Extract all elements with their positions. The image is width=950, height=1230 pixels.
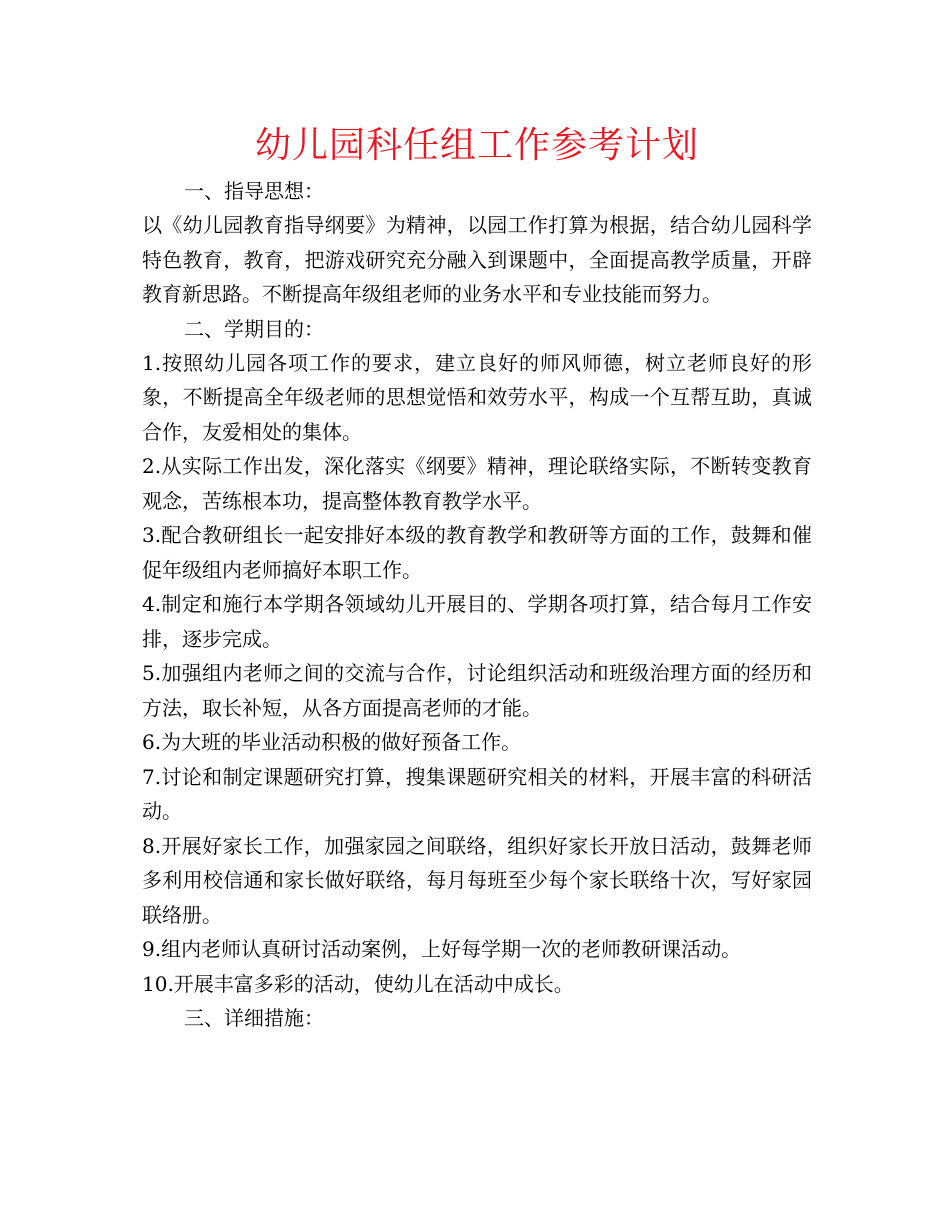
- section-detailed-measures: [142, 1001, 812, 1035]
- document-page: [142, 118, 812, 1035]
- section-heading: 一、指导思想：: [184, 179, 324, 203]
- list-item: 9.组内老师认真研讨活动案例，上好每学期一次的老师教研课活动。: [142, 937, 742, 961]
- paragraph: 以《幼儿园教育指导纲要》为精神，以园工作打算为根据，结合幼儿园科学特色教育，教育，把游戏研究充分融入到课题中，全面提高教学质量，开辟教育新思路。不断提高年级组老师的业务水平和专业技能而努力。: [142, 213, 812, 306]
- document-title: 幼儿园科任组工作参考计划: [254, 125, 699, 166]
- section-heading: 二、学期目的：: [184, 316, 324, 341]
- list-item: 3.配合教研组长一起安排好本级的教育教学和教研等方面的工作，鼓舞和催促年级组内老师搞好本职工作。: [142, 523, 812, 582]
- section-semester-goals: [142, 312, 812, 1002]
- list-item: 10.开展丰富多彩的活动，使幼儿在活动中成长。: [142, 971, 574, 996]
- section-guiding-thought: [142, 174, 812, 312]
- section-heading: 三、详细措施：: [184, 1006, 324, 1030]
- list-item: 8.开展好家长工作，加强家园之间联络，组织好家长开放日活动，鼓舞老师多利用校信通和家长做好联络，每月每班至少每个家长联络十次，写好家园联络册。: [142, 833, 812, 927]
- list-item: 4.制定和施行本学期各领域幼儿开展目的、学期各项打算，结合每月工作安排，逐步完成。: [142, 592, 812, 651]
- list-item: 2.从实际工作出发，深化落实《纲要》精神，理论联络实际，不断转变教育观念，苦练根本功，提高整体教育教学水平。: [142, 454, 812, 513]
- list-item: 1.按照幼儿园各项工作的要求，建立良好的师风师德，树立老师良好的形象，不断提高全年级老师的思想觉悟和效劳水平，构成一个互帮互助，真诚合作，友爱相处的集体。: [142, 350, 812, 444]
- list-item: 6.为大班的毕业活动积极的做好预备工作。: [142, 730, 522, 754]
- list-item: 7.讨论和制定课题研究打算，搜集课题研究相关的材料，开展丰富的科研活动。: [142, 764, 812, 823]
- list-item: 5.加强组内老师之间的交流与合作，讨论组织活动和班级治理方面的经历和方法，取长补短，从各方面提高老师的才能。: [142, 661, 812, 720]
